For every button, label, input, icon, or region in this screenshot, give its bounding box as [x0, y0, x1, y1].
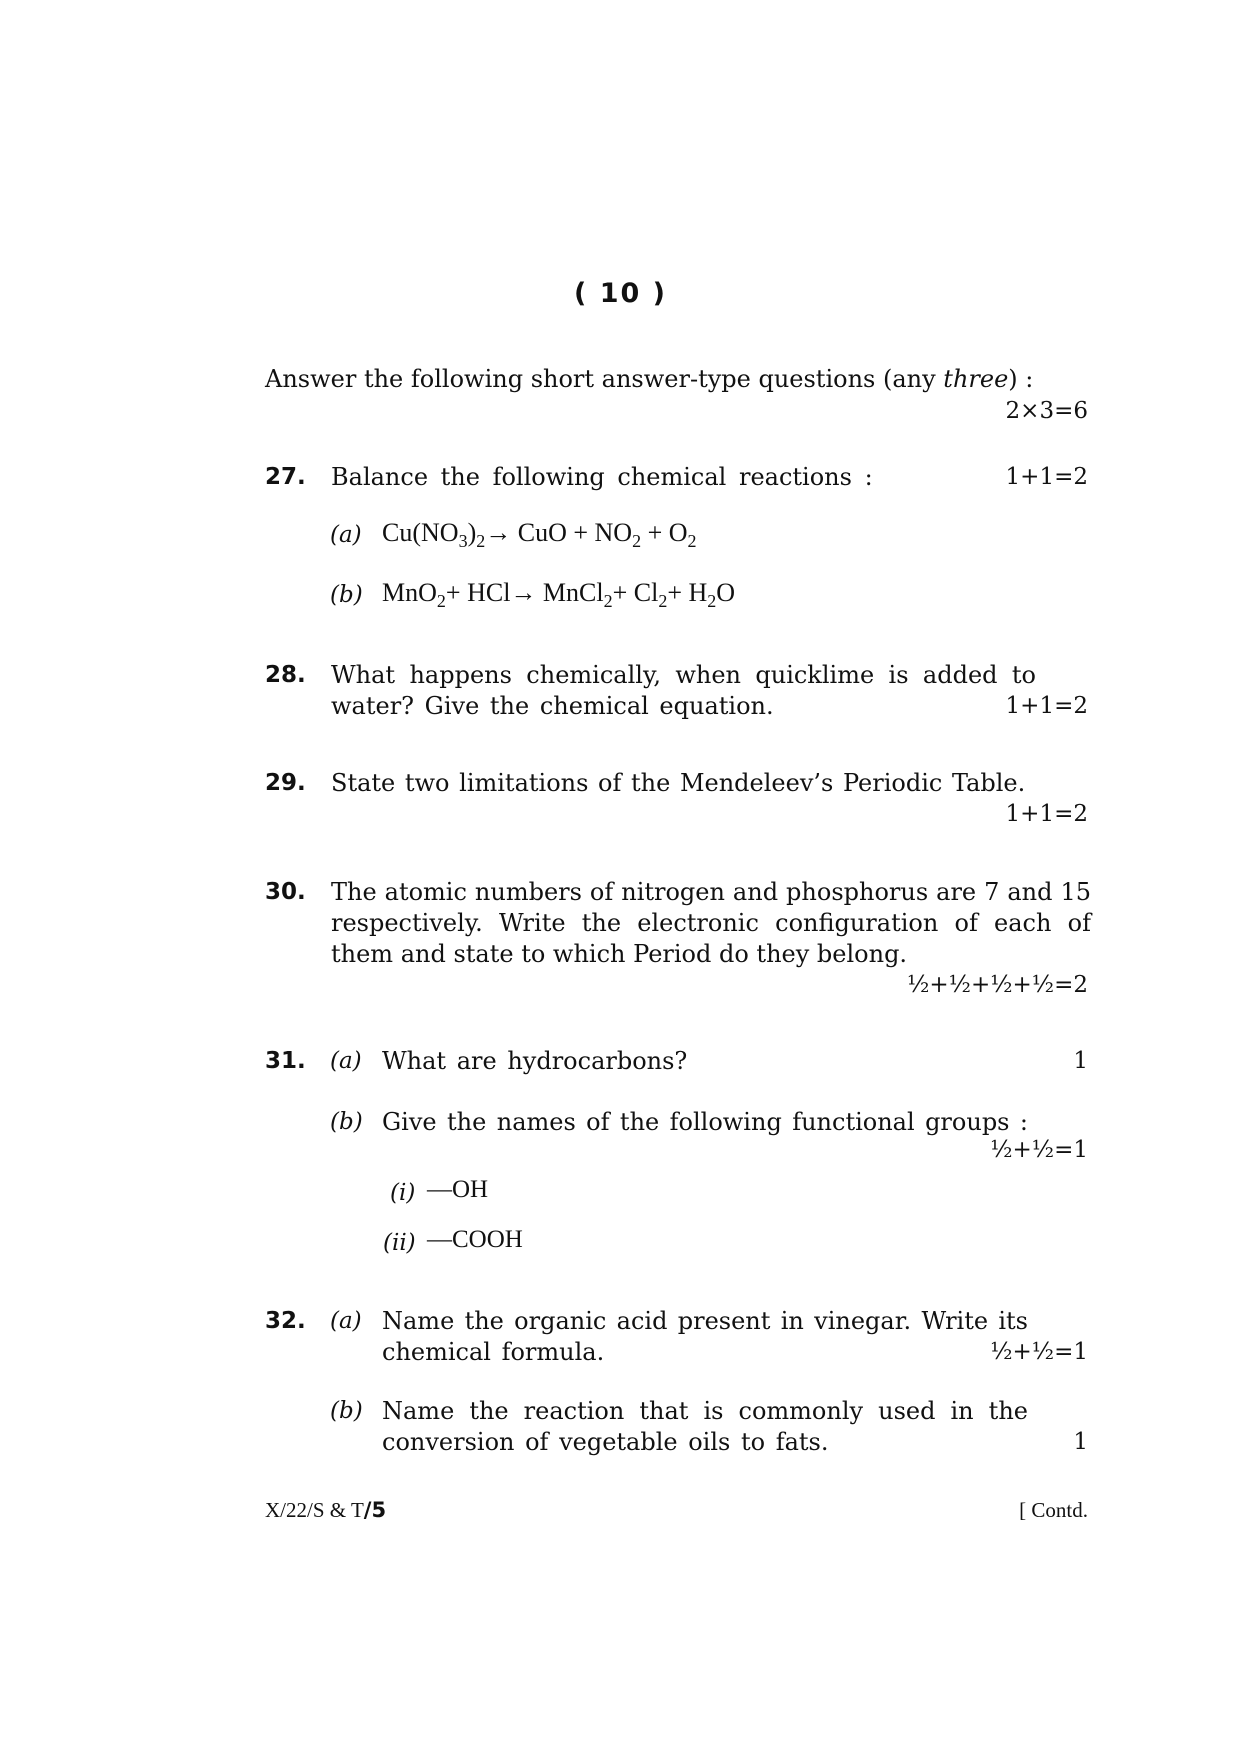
part-label-a: (a) [330, 1308, 362, 1334]
question-text: The atomic numbers of nitrogen and phosphorus are 7 and 15 respectively. Write the electronic configuration of each of them and state to which Period do they belong. [331, 878, 1091, 968]
question-marks: 1+1=2 [1005, 693, 1088, 719]
part-label-b: (b) [330, 1109, 363, 1135]
question-marks: 1+1=2 [1005, 464, 1088, 490]
question-30 [265, 877, 1091, 1001]
question-number: 27. [265, 464, 306, 490]
functional-group-i: —OH [427, 1176, 489, 1203]
part-a-text-line2: chemical formula. [382, 1338, 605, 1366]
part-a-marks: ½+½=1 [990, 1339, 1088, 1365]
question-text-line2: water? Give the chemical equation. [331, 692, 774, 720]
equation-b: MnO$_2$+ HCl→ MnCl$_2$+ $Cl_2+ H_2O$ [382, 578, 736, 611]
question-number: 32. [265, 1308, 306, 1334]
sub-label-i: (i) [390, 1180, 416, 1206]
sub-label-ii: (ii) [383, 1230, 416, 1256]
part-b-marks: 1 [1073, 1429, 1088, 1455]
equation-a: $Cu(NO_3)_2\to$ CuO + $NO_2 + O_2$ [382, 518, 697, 551]
part-b-text-line1: Name the reaction that is commonly used in the [382, 1397, 1028, 1425]
functional-group-ii: —COOH [427, 1226, 523, 1253]
question-marks: ½+½+½+½=2 [907, 972, 1088, 998]
question-number: 28. [265, 662, 306, 688]
part-b-text-line2: conversion of vegetable oils to fats. [382, 1428, 829, 1456]
question-number: 29. [265, 770, 306, 796]
question-number: 30. [265, 879, 306, 905]
part-label-b: (b) [330, 1398, 363, 1424]
part-a-text-line1: Name the organic acid present in vinegar. Write its [382, 1307, 1028, 1335]
part-b-text: Give the names of the following functional groups : [382, 1108, 1028, 1136]
section-instruction: Answer the following short answer-type questions (any three) : [265, 365, 1034, 393]
option-label-a: (a) [330, 522, 362, 548]
section-marks: 2×3=6 [1005, 398, 1088, 424]
question-text: Balance the following chemical reactions : [331, 463, 873, 491]
part-a-marks: 1 [1073, 1048, 1088, 1074]
page-number: ( 10 ) [573, 278, 668, 309]
question-text-line1: What happens chemically, when quicklime is added to [331, 661, 1036, 689]
part-label-a: (a) [330, 1048, 362, 1074]
paper-code: X/22/S & T/5 [265, 1498, 387, 1522]
question-marks: 1+1=2 [1005, 801, 1088, 827]
question-text: State two limitations of the Mendeleev’s Periodic Table. [331, 769, 1026, 797]
continued-note: [ Contd. [1019, 1498, 1088, 1522]
option-label-b: (b) [330, 582, 363, 608]
question-number: 31. [265, 1048, 306, 1074]
part-b-marks: ½+½=1 [990, 1137, 1088, 1163]
part-a-text: What are hydrocarbons? [382, 1047, 688, 1075]
